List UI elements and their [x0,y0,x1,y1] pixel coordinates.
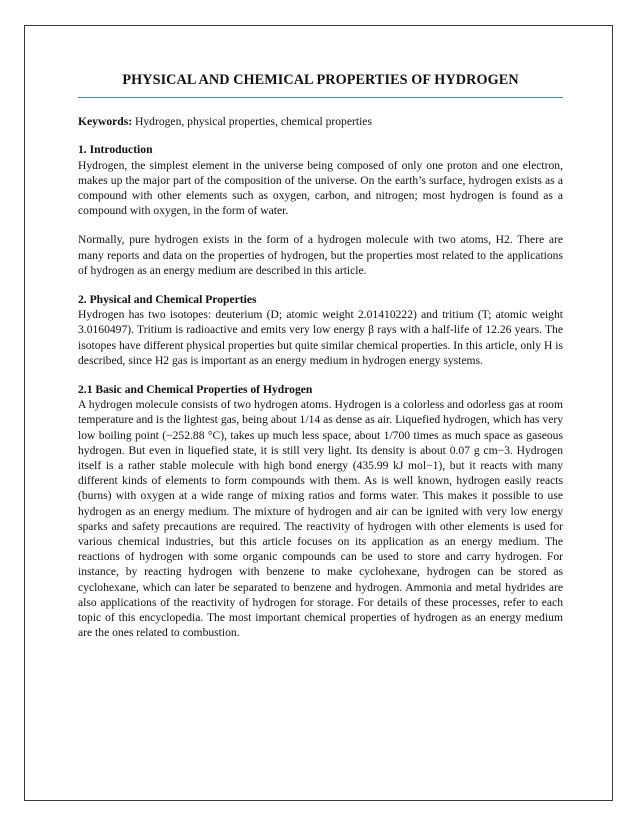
document-title: PHYSICAL AND CHEMICAL PROPERTIES OF HYDROGEN [122,72,519,88]
paragraph-intro-2: Normally, pure hydrogen exists in the form of a hydrogen molecule with two atoms, H2. There are many reports and data on the properties of hydrogen, but the properties most related to the applications of hydrogen as an energy medium are described in this article. [78,233,563,277]
title-underline [78,97,563,98]
paragraph-intro-1: Hydrogen, the simplest element in the universe being composed of only one proton and one electron, makes up the major part of the composition of the universe. On the earth’s surface, hydrogen exists as a compound with other elements such as oxygen, carbon, and nitrogen; most hydrogen is found as a compound with oxygen, in the form of water. [78,158,563,218]
keywords-label: Keywords: [78,115,133,129]
paragraph-properties-1: Hydrogen has two isotopes: deuterium (D; atomic weight 2.01410222) and tritium (T; atomic weight 3.0160497). Tritium is radioactive and emits very low energy β rays with a half-life of 12.26 years. The isotopes have different physical properties but quite similar chemical properties. In this article, only H is described, since H2 gas is important as an energy medium in hydrogen energy systems. [78,308,563,367]
document-body [78,73,563,655]
paragraph-basic-chemical-1: A hydrogen molecule consists of two hydrogen atoms. Hydrogen is a colorless and odorless gas at room temperature and is the lightest gas, being about 1/14 as dense as air. Liquefied hydrogen, which has very low boiling point (−252.88 °C), takes up much less space, about 1/700 times as much space as gaseous hydrogen. But even in liquefied state, it is still very light. Its density is about 0.07 g cm−3. Hydrogen itself is a rather stable molecule with high bond energy (435.99 kJ mol−1), but it reacts with many different kinds of elements to form compounds with them. As is well known, hydrogen easily reacts (burns) with oxygen at a wide range of mixing ratios and forms water. This makes it possible to use hydrogen as an energy medium. The mixture of hydrogen and air can be ignited with very low energy sparks and safety precautions are required. The reactivity of hydrogen with other elements is used for various chemical industries, but this article focuses on its application as an energy medium. The reactions of hydrogen with some organic compounds can be used to store and carry hydrogen. For instance, by reacting hydrogen with benzene to make cyclohexane, hydrogen can be stored as cyclohexane, which can later be separated to benzene and hydrogen. Ammonia and metal hydrides are also applications of the reactivity of hydrogen for storage. For details of these processes, refer to each topic of this encyclopedia. The most important chemical properties of hydrogen as an energy medium are the ones related to combustion. [78,398,563,640]
section-heading-properties: 2. Physical and Chemical Properties [78,293,257,307]
keywords-line [78,114,563,129]
section-heading-introduction: 1. Introduction [78,143,153,157]
keywords-text: Hydrogen, physical properties, chemical properties [135,115,372,129]
section-heading-basic-chemical: 2.1 Basic and Chemical Properties of Hydrogen [78,383,313,397]
